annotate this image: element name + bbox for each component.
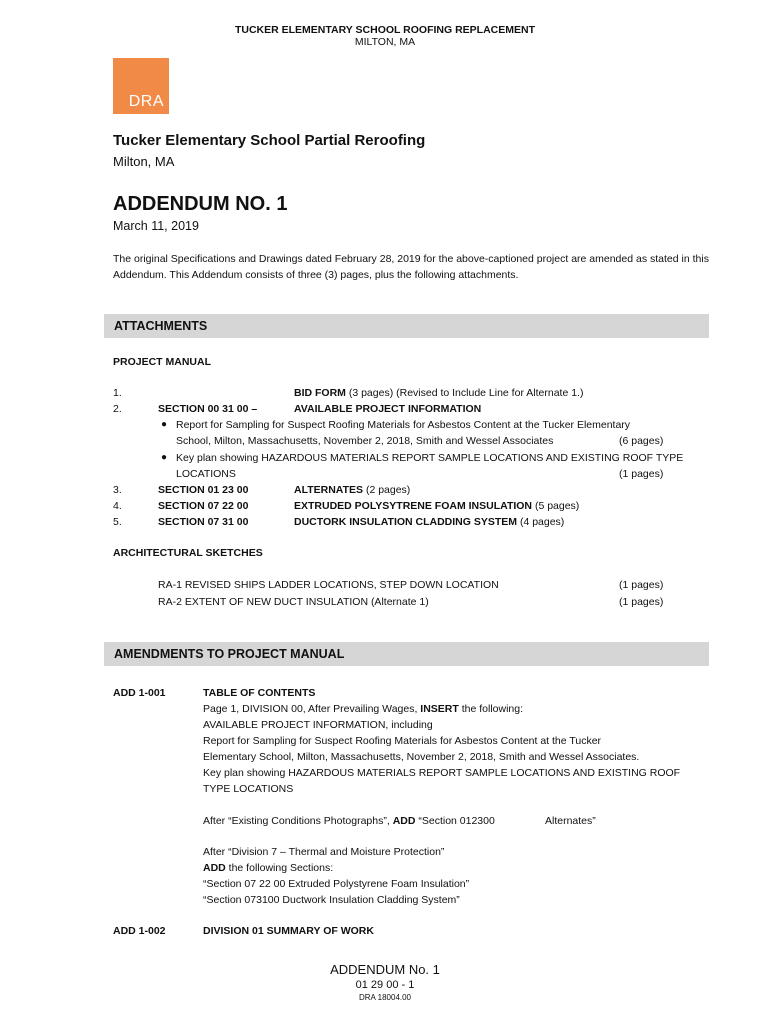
attachment-item-3: ALTERNATES (2 pages): [294, 484, 411, 496]
add-1-001-title: TABLE OF CONTENTS: [203, 687, 316, 699]
attachment-num-3: 3.: [113, 484, 122, 496]
attachment-num-2: 2.: [113, 403, 122, 415]
add-1-001-sec2: “Section 073100 Ductwork Insulation Cladding System”: [203, 894, 460, 906]
running-header: [0, 24, 770, 48]
attachment-item-1: BID FORM (3 pages) (Revised to Include Line for Alternate 1.): [294, 387, 584, 399]
footer-addendum: ADDENDUM No. 1: [330, 962, 440, 977]
attachment-item-5: DUCTORK INSULATION CLADDING SYSTEM (4 pages): [294, 516, 565, 528]
add-1-001-add-line: ADD the following Sections:: [203, 862, 334, 874]
attachments-heading-band: [104, 314, 709, 338]
attachment-section-5: SECTION 07 31 00: [158, 516, 249, 528]
attachment-num-1: 1.: [113, 387, 122, 399]
header-project-title: TUCKER ELEMENTARY SCHOOL ROOFING REPLACEMENT: [234, 24, 536, 36]
add-1-001-after1-tail: Alternates”: [545, 815, 596, 827]
sketch-2-pages: (1 pages): [619, 596, 664, 608]
attachment-section-4: SECTION 07 22 00: [158, 500, 249, 512]
project-manual-label: PROJECT MANUAL: [113, 356, 212, 368]
addendum-date: March 11, 2019: [113, 219, 199, 233]
add-1-001-line4: Elementary School, Milton, Massachusetts, November 2, 2018, Smith and Wessel Associates.: [203, 751, 640, 763]
addendum-number: ADDENDUM NO. 1: [113, 193, 288, 215]
dra-logo: [113, 58, 169, 114]
document-city: Milton, MA: [113, 154, 175, 169]
document-title: Tucker Elementary School Partial Reroofing: [113, 132, 426, 149]
bullet-2-pages: (1 pages): [619, 468, 664, 480]
add-1-001-code: ADD 1-001: [113, 687, 166, 699]
bullet-1-pages: (6 pages): [619, 435, 664, 447]
header-location: MILTON, MA: [354, 36, 416, 48]
bullet-1-line2: School, Milton, Massachusetts, November 2, 2018, Smith and Wessel Associates: [176, 435, 554, 447]
amendments-heading: AMENDMENTS TO PROJECT MANUAL: [114, 647, 345, 661]
sketches-label: ARCHITECTURAL SKETCHES: [113, 547, 263, 559]
intro-paragraph: The original Specifications and Drawings dated February 28, 2019 for the above-captioned project are amended as stated in this Addendum. This Addendum consists of three (3) pages, plus the following attachments.: [113, 253, 709, 281]
amendments-heading-band: [104, 642, 709, 666]
add-1-001-line1: Page 1, DIVISION 00, After Prevailing Wages, INSERT the following:: [203, 703, 524, 715]
logo-text: DRA: [128, 93, 164, 110]
sketch-2: RA-2 EXTENT OF NEW DUCT INSULATION (Alternate 1): [158, 596, 429, 608]
sketch-1-pages: (1 pages): [619, 579, 664, 591]
add-1-001-after2: After “Division 7 – Thermal and Moisture Protection”: [203, 846, 445, 858]
add-1-001-sec1: “Section 07 22 00 Extruded Polystyrene Foam Insulation”: [203, 878, 470, 890]
footer-ref: DRA 18004.00: [358, 993, 412, 1002]
add-1-001-line2: AVAILABLE PROJECT INFORMATION, including: [203, 719, 433, 731]
attachment-num-4: 4.: [113, 500, 122, 512]
add-1-001-line3: Report for Sampling for Suspect Roofing Materials for Asbestos Content at the Tucker: [203, 735, 602, 747]
attachment-section-2: SECTION 00 31 00 –: [158, 403, 258, 415]
footer-page-number: 01 29 00 - 1: [355, 979, 415, 991]
attachment-item-4: EXTRUDED POLYSYTRENE FOAM INSULATION (5 pages): [294, 500, 580, 512]
attachment-section-3: SECTION 01 23 00: [158, 484, 249, 496]
bullet-2-line1: Key plan showing HAZARDOUS MATERIALS REPORT SAMPLE LOCATIONS AND EXISTING ROOF TYPE: [176, 452, 684, 464]
attachment-title-2: AVAILABLE PROJECT INFORMATION: [294, 403, 482, 415]
bullet-2-line2: LOCATIONS: [176, 468, 236, 480]
bullet-1-line1: Report for Sampling for Suspect Roofing Materials for Asbestos Content at the Tucker Elementary: [176, 419, 631, 431]
add-1-001-line6: TYPE LOCATIONS: [203, 783, 294, 795]
add-1-002-code: ADD 1-002: [113, 925, 166, 937]
bullet-icon: ●: [161, 419, 168, 430]
sketch-1: RA-1 REVISED SHIPS LADDER LOCATIONS, STEP DOWN LOCATION: [158, 579, 499, 591]
attachments-heading: ATTACHMENTS: [114, 319, 208, 333]
add-1-002-title: DIVISION 01 SUMMARY OF WORK: [203, 925, 374, 937]
bullet-icon: ●: [161, 452, 168, 463]
add-1-001-line5: Key plan showing HAZARDOUS MATERIALS REPORT SAMPLE LOCATIONS AND EXISTING ROOF: [203, 767, 681, 779]
add-1-001-after1: After “Existing Conditions Photographs”, ADD “Section 012300: [203, 815, 495, 827]
attachment-num-5: 5.: [113, 516, 122, 528]
